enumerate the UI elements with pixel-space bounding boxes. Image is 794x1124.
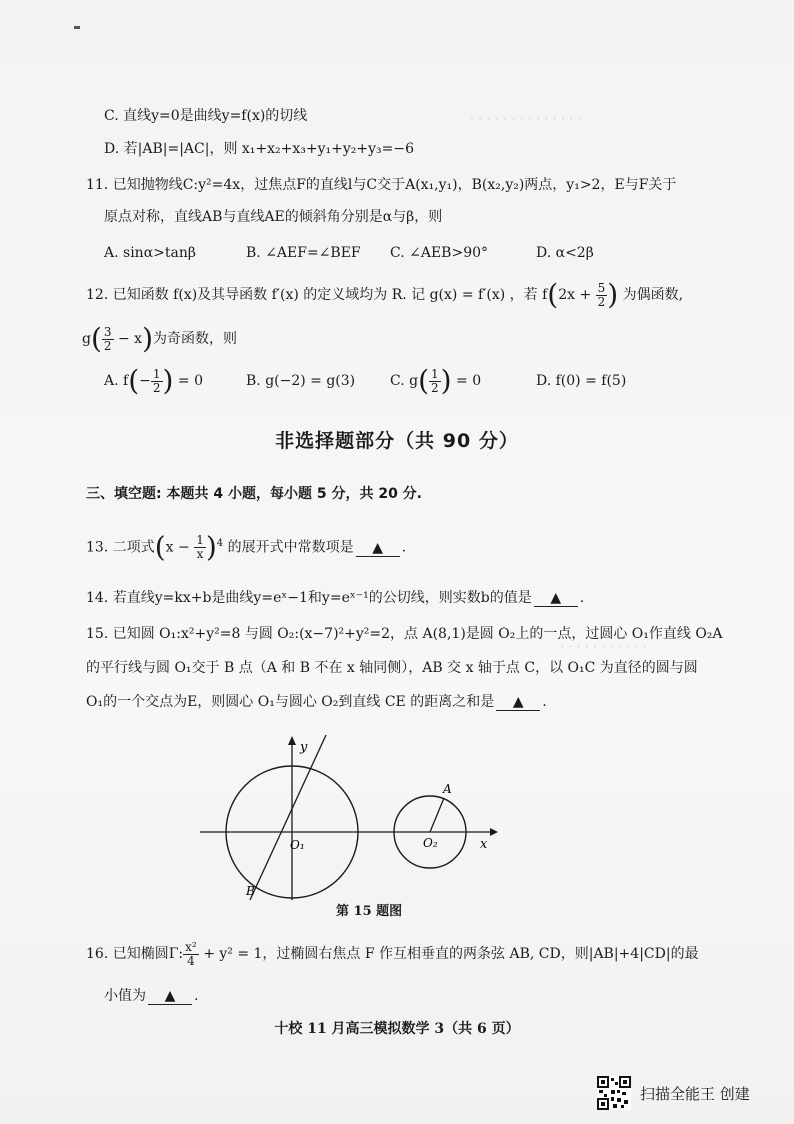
paren-close: ) (440, 364, 452, 397)
denominator: 2 (103, 338, 112, 353)
paren-open: ( (154, 530, 166, 564)
scan-mark (74, 26, 80, 29)
part-three-heading: 三、填空题: 本题共 4 小题，每小题 5 分，共 20 分. (86, 486, 422, 502)
paren-open: ( (90, 322, 102, 355)
q16-line-1 (86, 936, 699, 972)
label-b: B (246, 884, 255, 898)
q12-fraction-1 (596, 282, 608, 309)
q11-option-b: B. ∠AEF=∠BEF (246, 245, 361, 261)
option-c-fraction (429, 368, 441, 395)
q12-line-1 (86, 278, 683, 312)
q13-suffix: 的展开式中常数项是 (227, 539, 354, 556)
q11-option-a: A. sinα>tanβ (104, 245, 196, 261)
q12-number: 12. (86, 287, 109, 303)
q12-fraction-2 (102, 326, 114, 353)
numerator: 1 (431, 366, 439, 381)
option-c-prefix: C. g (390, 373, 419, 389)
q15-stem-1: 已知圆 O₁:x²+y²=8 与圆 O₂:(x−7)²+y²=2，点 A(8,1)是圆 O₂上的一点，过圆心 O₁作直线 O₂A (112, 626, 723, 642)
q14-number: 14. (86, 590, 109, 606)
label-a: A (443, 782, 452, 796)
paren-open: ( (547, 278, 559, 311)
q11-option-d: D. α<2β (536, 245, 594, 261)
q12-line-2 (82, 322, 237, 356)
denominator: 2 (597, 294, 606, 309)
q15-answer-blank[interactable]: ▲ (496, 694, 540, 711)
q10-option-c: C. 直线y=0是曲线y=f(x)的切线 (104, 108, 308, 124)
q15-number: 15. (86, 626, 109, 642)
numerator: 3 (103, 324, 112, 339)
q16-line-2 (104, 986, 198, 1006)
q12-even-text: 为偶函数, (622, 287, 684, 303)
bleed-through-text: · · · · · · · · · · · (560, 640, 647, 655)
q12-arg-2: − x (118, 331, 143, 347)
q13-number: 13. (86, 539, 109, 556)
bleed-through-text: · · · · · · · · · · · · · · (470, 112, 582, 127)
q11-stem-2: 原点对称，直线AB与直线AE的倾斜角分别是α与β，则 (104, 209, 443, 225)
label-o1: O₁ (290, 838, 305, 852)
q16-answer-blank[interactable]: ▲ (148, 988, 192, 1005)
q16-prefix: 已知椭圆Γ: (112, 946, 184, 962)
option-a-suffix: = 0 (177, 373, 203, 389)
q14-answer-blank[interactable]: ▲ (534, 590, 578, 607)
q12-option-b: B. g(−2) = g(3) (246, 373, 356, 389)
q15-line-1 (86, 624, 723, 644)
q12-option-a: A. f(− $\frac{1}{2}$ ) = 0 (104, 364, 203, 397)
paren-close: ) (205, 530, 217, 564)
option-a-prefix: A. f (104, 373, 129, 389)
q12-arg-1: 2x + (558, 287, 592, 303)
figure-caption: 第 15 题图 (336, 904, 403, 919)
q10-option-d: D. 若|AB|=|AC|，则 x₁+x₂+x₃+y₁+y₂+y₃=−6 (104, 141, 415, 157)
line-o1-b (250, 735, 326, 900)
q13-fraction (194, 534, 206, 561)
period: . (579, 590, 585, 606)
q15-line-3 (86, 692, 547, 712)
paren-close: ) (162, 364, 174, 397)
numerator: 1 (196, 533, 204, 548)
segment-o2-a (430, 798, 444, 832)
q13-x-term: x − (165, 539, 190, 556)
q12-stem-1: 已知函数 f(x)及其导函数 f′(x) 的定义域均为 R. 记 g(x) = f′(x) ，若 f (112, 287, 548, 303)
paren-close: ) (142, 322, 154, 355)
paren-open: ( (128, 364, 140, 397)
numerator: 1 (152, 366, 161, 381)
q16-number: 16. (86, 946, 109, 962)
q13-prefix: 二项式 (112, 539, 155, 556)
paren-close: ) (607, 278, 619, 311)
q16-fraction (183, 941, 199, 968)
q13-line (86, 526, 406, 566)
label-o2: O₂ (423, 836, 438, 850)
page-footer: 十校 11 月高三模拟数学 3（共 6 页） (274, 1021, 520, 1037)
qr-code-icon (597, 1076, 631, 1110)
numerator: 5 (597, 280, 606, 295)
y-axis-arrow (288, 736, 296, 745)
denominator: x (196, 547, 204, 562)
q11-option-c: C. ∠AEB>90° (390, 245, 489, 261)
scanner-watermark: 扫描全能王 创建 (640, 1085, 750, 1103)
denominator: 2 (431, 380, 439, 395)
q15-stem-2: 的平行线与圆 O₁交于 B 点（A 和 B 不在 x 轴同侧），AB 交 x 轴于点 C，以 O₁C 为直径的圆与圆 (86, 660, 698, 676)
option-c-suffix: = 0 (456, 373, 482, 389)
q14-line (86, 588, 584, 608)
q16-stem-2: 小值为 (104, 988, 146, 1004)
period: . (542, 694, 547, 710)
denominator: 4 (187, 953, 195, 968)
q12-g-symbol: g (82, 331, 91, 347)
q12-odd-text: 为奇函数，则 (153, 331, 238, 347)
q11-stem-1: 已知抛物线C:y²=4x，过焦点F的直线l与C交于A(x₁,y₁)，B(x₂,y₂)两点，y₁>2，E与F关于 (112, 177, 677, 193)
numerator: x² (185, 939, 197, 954)
paren-open: ( (418, 364, 430, 397)
x-axis-arrow (490, 828, 498, 836)
label-y: y (300, 740, 308, 755)
q15-stem-3: O₁的一个交点为E，则圆心 O₁与圆心 O₂到直线 CE 的距离之和是 (86, 694, 495, 710)
section-title: 非选择题部分（共 90 分） (275, 430, 519, 452)
denominator: 2 (152, 380, 161, 395)
label-x: x (480, 837, 488, 852)
q11-number: 11. (86, 177, 109, 193)
period: . (194, 988, 199, 1004)
q13-answer-blank[interactable]: ▲ (356, 540, 400, 557)
q15-figure (190, 725, 510, 905)
q12-option-c (390, 364, 481, 398)
q14-stem: 若直线y=kx+b是曲线y=eˣ−1和y=eˣ⁻¹的公切线，则实数b的值是 (112, 590, 532, 606)
period: . (401, 539, 407, 556)
q12-option-d: D. f(0) = f(5) (536, 373, 627, 389)
q11-line-1 (86, 175, 676, 195)
q13-exponent: 4 (216, 538, 224, 549)
q16-stem-1: + y² = 1，过椭圆右焦点 F 作互相垂直的两条弦 AB, CD，则|AB|+4|CD|的最 (203, 946, 699, 962)
option-a-fraction (151, 368, 163, 395)
